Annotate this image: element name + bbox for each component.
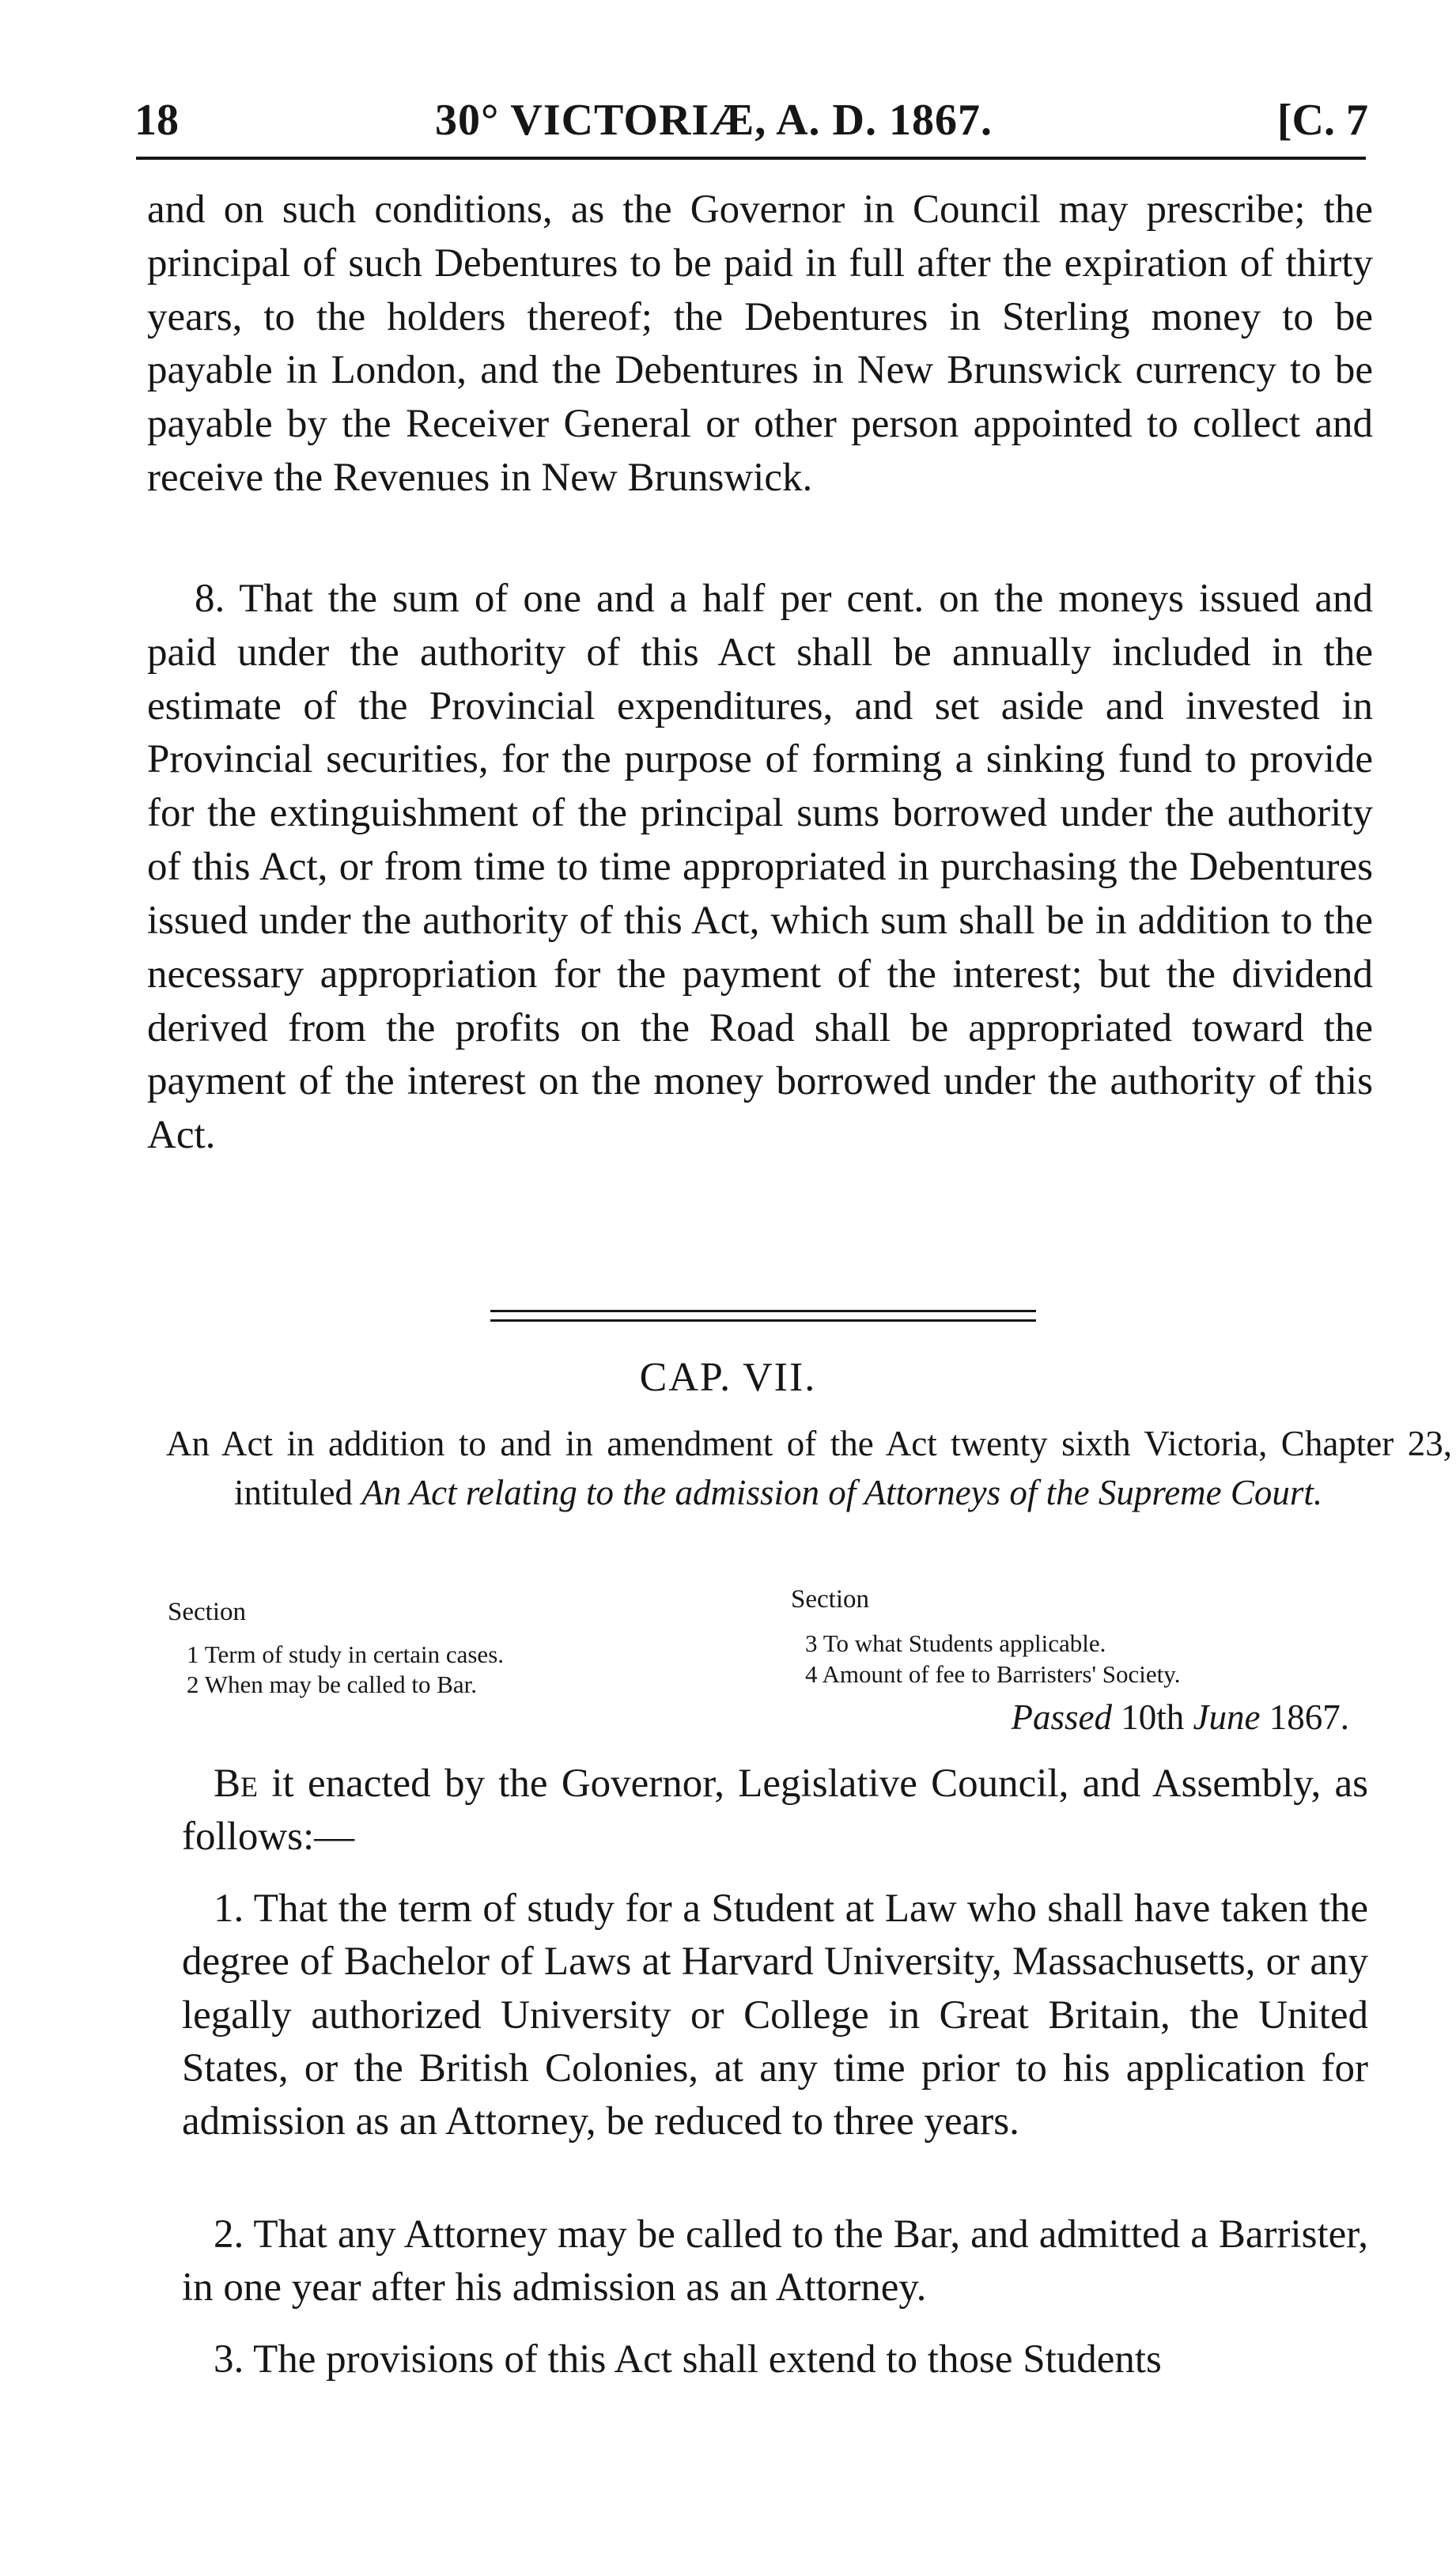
contents-header-right: Section: [791, 1585, 869, 1614]
contents-item: 1 Term of study in certain cases.: [187, 1640, 505, 1668]
section-2-paragraph: 2. That any Attorney may be called to the Bar, and admitted a Barrister, in one year after his admission as an Attorney.: [182, 2212, 1368, 2310]
passed-year: 1867.: [1269, 1697, 1349, 1737]
chapter-divider-top: [490, 1310, 1036, 1312]
long-title-italic: An Act relating to the admission of Attorneys of the Supreme Court.: [361, 1472, 1323, 1512]
passed-date: [1012, 1697, 1349, 1738]
chapter-reference: [C. 7: [1276, 96, 1368, 145]
act-long-title: [166, 1420, 1452, 1517]
enacting-first-word: Be: [214, 1761, 259, 1806]
section-8-paragraph: 8. That the sum of one and a half per cent. on the moneys issued and paid under the authority of this Act shall be annually included in the estimate of the Provincial expenditures, and set aside and invested in Provincial securities, for the purpose of forming a sinking fund to provide for the extinguishment of the principal sums borrowed under the authority of this Act, or from time to time appropriated in purchasing the Debentures issued under the authority of this Act, which sum shall be in addition to the necessary appropriation for the payment of the interest; but the dividend derived from the profits on the Road shall be appropriated toward the payment of the interest on the money borrowed under the authority of this Act.: [147, 577, 1373, 1158]
header-rule: [136, 157, 1366, 160]
passed-word: Passed: [1011, 1697, 1113, 1737]
contents-item: 3 To what Students applicable.: [805, 1629, 1106, 1657]
contents-header-left: Section: [168, 1598, 246, 1626]
chapter-divider-bottom: [490, 1319, 1036, 1322]
header-title: 30° VICTORIÆ, A. D. 1867.: [435, 96, 993, 145]
passed-day: 10th: [1121, 1697, 1185, 1737]
chapter-heading: CAP. VII.: [639, 1355, 817, 1400]
page-number: 18: [134, 96, 179, 145]
running-header: [134, 85, 1368, 149]
section-1-paragraph: 1. That the term of study for a Student at Law who shall have taken the degree of Bachelor of Laws at Harvard University, Massachusetts, or any legally authorized University or College in Great Britain, the United States, or the British Colonies, at any time prior to his application for admission as an Attorney, be reduced to three years.: [182, 1886, 1368, 2144]
enacting-clause: [182, 1758, 1368, 1864]
enacting-rest: it enacted by the Governor, Legislative Council, and Assembly, as follows:—: [182, 1761, 1369, 1860]
contents-item: 4 Amount of fee to Barristers' Society.: [805, 1660, 1181, 1688]
long-title-plain: An Act in addition to and in amendment of the Act twenty sixth Victoria, Chapter 23, intituled: [166, 1424, 1452, 1512]
passed-month: June: [1193, 1697, 1261, 1737]
contents-item: 2 When may be called to Bar.: [187, 1671, 478, 1698]
section-3-paragraph: 3. The provisions of this Act shall extend to those Students: [214, 2337, 1162, 2382]
continued-paragraph: and on such conditions, as the Governor in Council may prescribe; the principal of such Debentures to be paid in full after the expiration of thirty years, to the holders thereof; the Debentures in Sterling money to be payable in London, and the Debentures in New Brunswick currency to be payable by the Receiver General or other person appointed to collect and receive the Revenues in New Brunswick.: [147, 187, 1373, 501]
